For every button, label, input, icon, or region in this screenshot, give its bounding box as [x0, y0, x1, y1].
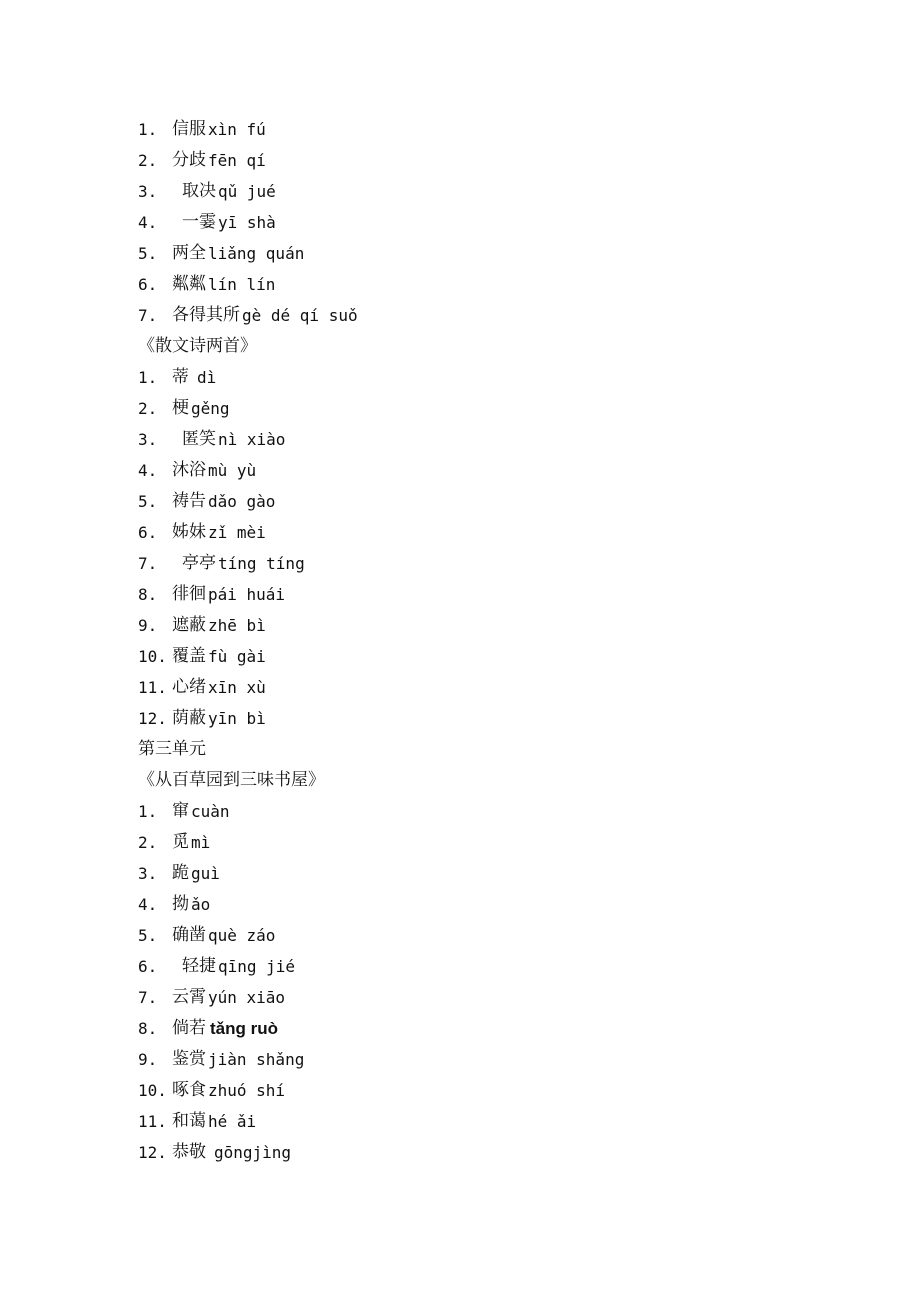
vocab-item — [138, 672, 838, 703]
item-word: 觅 — [172, 832, 189, 852]
vocab-item — [138, 579, 838, 610]
item-number: 11. — [138, 678, 167, 697]
item-number: 12. — [138, 709, 167, 728]
item-pinyin: lín lín — [208, 275, 276, 294]
item-pinyin: ǎo — [191, 895, 211, 914]
item-pinyin: gè dé qí suǒ — [242, 306, 358, 325]
item-word: 姊妹 — [172, 522, 206, 542]
item-pinyin: mì — [191, 833, 211, 852]
vocab-item — [138, 1137, 838, 1168]
item-word: 轻捷 — [182, 956, 216, 976]
item-number: 11. — [138, 1112, 167, 1131]
item-word: 确凿 — [172, 925, 206, 945]
section-heading: 第三单元 — [138, 739, 206, 759]
item-pinyin: xīn xù — [208, 678, 266, 697]
vocab-item — [138, 517, 838, 548]
item-pinyin: gěng — [191, 399, 230, 418]
item-pinyin: qīng jié — [218, 957, 296, 976]
item-word: 各得其所 — [172, 305, 240, 325]
item-number: 7. — [138, 988, 158, 1007]
item-word: 取决 — [182, 181, 216, 201]
vocab-item — [138, 145, 838, 176]
item-pinyin: guì — [191, 864, 220, 883]
item-word: 梗 — [172, 398, 189, 418]
vocab-item — [138, 424, 838, 455]
vocab-item — [138, 858, 838, 889]
vocab-item — [138, 362, 838, 393]
item-number: 7. — [138, 554, 158, 573]
item-pinyin: zhē bì — [208, 616, 266, 635]
item-number: 5. — [138, 244, 158, 263]
item-word: 和蔼 — [172, 1111, 206, 1131]
item-word: 祷告 — [172, 491, 206, 511]
item-pinyin: nì xiào — [218, 430, 286, 449]
item-word: 沐浴 — [172, 460, 206, 480]
item-number: 2. — [138, 399, 158, 418]
item-pinyin: tíng tíng — [218, 554, 305, 573]
item-word: 信服 — [172, 119, 206, 139]
vocab-item — [138, 114, 838, 145]
item-pinyin: fēn qí — [208, 151, 266, 170]
item-pinyin: dǎo gào — [208, 492, 276, 511]
item-number: 6. — [138, 275, 158, 294]
item-pinyin: fù gài — [208, 647, 266, 666]
item-word: 云霄 — [172, 987, 206, 1007]
item-pinyin: yīn bì — [208, 709, 266, 728]
item-pinyin: zǐ mèi — [208, 523, 266, 542]
vocab-item — [138, 207, 838, 238]
item-number: 1. — [138, 802, 158, 821]
item-number: 5. — [138, 926, 158, 945]
item-word: 一霎 — [182, 212, 216, 232]
item-number: 1. — [138, 368, 158, 387]
item-word: 粼粼 — [172, 274, 206, 294]
item-word: 徘徊 — [172, 584, 206, 604]
vocab-item — [138, 982, 838, 1013]
item-number: 2. — [138, 833, 158, 852]
item-pinyin: gōngjìng — [214, 1143, 292, 1162]
vocab-item — [138, 920, 838, 951]
vocab-item — [138, 455, 838, 486]
item-word: 匿笑 — [182, 429, 216, 449]
vocab-item — [138, 703, 838, 734]
item-number: 2. — [138, 151, 158, 170]
item-pinyin: dì — [197, 368, 217, 387]
item-pinyin: qǔ jué — [218, 182, 276, 201]
vocab-item — [138, 827, 838, 858]
item-number: 1. — [138, 120, 158, 139]
vocab-item — [138, 889, 838, 920]
vocab-item — [138, 1044, 838, 1075]
vocab-item — [138, 610, 838, 641]
item-word: 啄食 — [172, 1080, 206, 1100]
vocab-item — [138, 393, 838, 424]
section-heading: 《从百草园到三味书屋》 — [138, 770, 325, 790]
item-pinyin: cuàn — [191, 802, 230, 821]
vocab-item — [138, 641, 838, 672]
item-number: 6. — [138, 523, 158, 542]
vocab-item — [138, 1106, 838, 1137]
item-pinyin: zhuó shí — [208, 1081, 286, 1100]
item-number: 5. — [138, 492, 158, 511]
item-word: 分歧 — [172, 150, 206, 170]
item-number: 6. — [138, 957, 158, 976]
item-word: 鉴赏 — [172, 1049, 206, 1069]
vocab-item — [138, 1013, 838, 1044]
item-pinyin: pái huái — [208, 585, 286, 604]
item-pinyin: tǎng ruò — [210, 1019, 278, 1038]
item-number: 7. — [138, 306, 158, 325]
vocab-item — [138, 796, 838, 827]
item-number: 4. — [138, 461, 158, 480]
item-number: 3. — [138, 430, 158, 449]
section-heading: 《散文诗两首》 — [138, 336, 257, 356]
item-word: 蒂 — [172, 367, 189, 387]
vocab-item — [138, 548, 838, 579]
vocabulary-list — [138, 114, 838, 1168]
item-word: 恭敬 — [172, 1142, 206, 1162]
item-word: 窜 — [172, 801, 189, 821]
item-word: 倘若 — [172, 1018, 206, 1038]
item-number: 10. — [138, 647, 167, 666]
item-number: 12. — [138, 1143, 167, 1162]
item-word: 覆盖 — [172, 646, 206, 666]
item-pinyin: mù yù — [208, 461, 257, 480]
vocab-item — [138, 486, 838, 517]
vocab-item — [138, 269, 838, 300]
item-pinyin: yún xiāo — [208, 988, 286, 1007]
item-word: 拗 — [172, 894, 189, 914]
item-pinyin: hé ǎi — [208, 1112, 257, 1131]
vocab-item — [138, 300, 838, 331]
item-number: 9. — [138, 616, 158, 635]
vocab-item — [138, 1075, 838, 1106]
item-number: 8. — [138, 585, 158, 604]
item-number: 4. — [138, 895, 158, 914]
item-word: 两全 — [172, 243, 206, 263]
item-number: 3. — [138, 182, 158, 201]
item-word: 荫蔽 — [172, 708, 206, 728]
item-pinyin: xìn fú — [208, 120, 266, 139]
item-pinyin: què záo — [208, 926, 276, 945]
item-number: 10. — [138, 1081, 167, 1100]
item-number: 9. — [138, 1050, 158, 1069]
item-word: 心绪 — [172, 677, 206, 697]
item-number: 8. — [138, 1019, 158, 1038]
item-word: 跪 — [172, 863, 189, 883]
item-number: 3. — [138, 864, 158, 883]
item-pinyin: jiàn shǎng — [208, 1050, 305, 1069]
item-pinyin: liǎng quán — [208, 244, 305, 263]
vocab-item — [138, 238, 838, 269]
item-pinyin: yī shà — [218, 213, 276, 232]
vocab-item — [138, 176, 838, 207]
item-number: 4. — [138, 213, 158, 232]
vocab-item — [138, 951, 838, 982]
item-word: 亭亭 — [182, 553, 216, 573]
item-word: 遮蔽 — [172, 615, 206, 635]
